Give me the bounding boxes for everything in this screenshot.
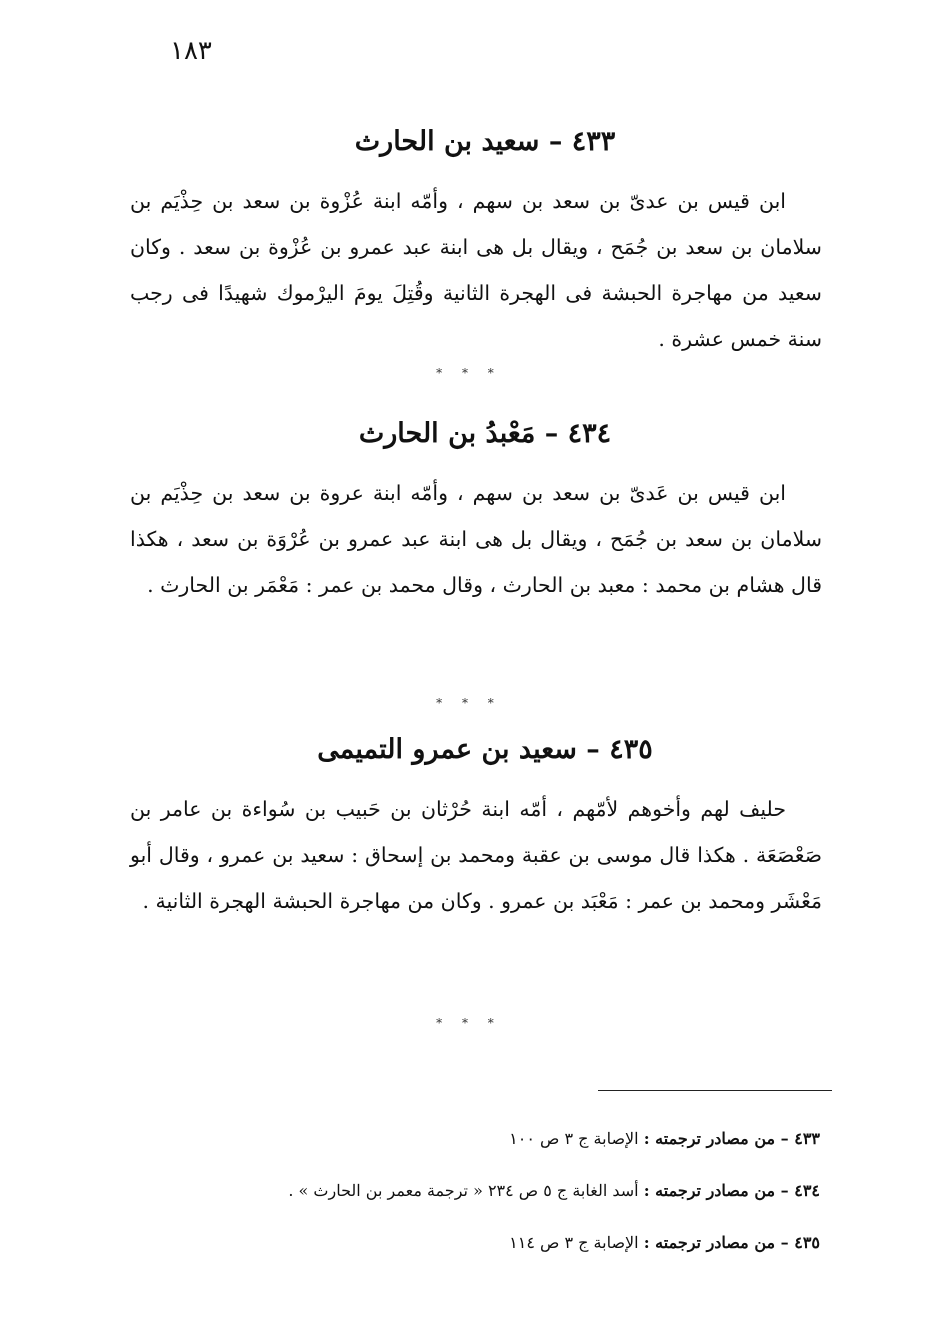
entry-text: ابن قيس بن عَدىّ بن سعد بن سهم ، وأمّه ابنة عروة بن سعد بن حِذْيَم بن سلامان بن سعد بن جُمَح ، ويقال بل هى ابنة عبد عمرو بن عُرْوَة بن سعد ، هكذا قال هشام بن محمد : معبد بن الحارث ، وقال محمد بن عمر : مَعْمَر بن الحارث . [130, 481, 822, 597]
separator-stars: * * * [436, 1016, 502, 1030]
page-number: ١٨٣ [170, 36, 212, 66]
footnote-label: ٤٣٣ – من مصادر ترجمته : [643, 1129, 820, 1148]
footnote-text: الإصابة ج ٣ ص ١٠٠ [509, 1129, 639, 1148]
footnote-text: الإصابة ج ٣ ص ١١٤ [509, 1233, 639, 1252]
entry-text: حليف لهم وأخوهم لأمّهم ، أمّه ابنة حُرْثان بن حَبيب بن سُواءة بن عامر بن صَعْصَعَة . هكذا قال موسى بن عقبة ومحمد بن إسحاق : سعيد بن عمرو ، وقال أبو مَعْشَر ومحمد بن عمر : مَعْبَد بن عمرو . وكان من مهاجرة الحبشة الهجرة الثانية . [130, 797, 822, 913]
entry-heading: ٤٣٣ – سعيد بن الحارث [354, 126, 616, 157]
footnote-label: ٤٣٥ – من مصادر ترجمته : [643, 1233, 820, 1252]
footnote-435 [130, 1222, 820, 1264]
entry-heading: ٤٣٤ – مَعْبدُ بن الحارث [358, 418, 612, 449]
separator-stars: * * * [436, 696, 502, 710]
entry-435 [130, 730, 840, 924]
entry-434 [130, 414, 840, 608]
entry-433 [130, 122, 840, 362]
entry-text: ابن قيس بن عدىّ بن سعد بن سهم ، وأمّه ابنة عُزْوة بن سعد بن حِذْيَم بن سلامان بن سعد بن جُمَح ، ويقال بل هى ابنة عبد عمرو بن عُزْوة بن سعد . وكان سعيد من مهاجرة الحبشة فى الهجرة الثانية وقُتِلَ يومَ اليرْموك شهيدًا فى رجب سنة خمس عشرة . [130, 189, 822, 351]
separator-stars: * * * [436, 366, 502, 380]
footnote-433 [130, 1118, 820, 1160]
footnote-434 [130, 1170, 820, 1212]
footnote-text: أسد الغابة ج ٥ ص ٢٣٤ « ترجمة معمر بن الحارث » . [288, 1181, 639, 1200]
footnote-label: ٤٣٤ – من مصادر ترجمته : [643, 1181, 820, 1200]
footnote-divider [598, 1090, 832, 1091]
entry-heading: ٤٣٥ – سعيد بن عمرو التميمى [317, 734, 653, 765]
footnotes [130, 1118, 820, 1274]
